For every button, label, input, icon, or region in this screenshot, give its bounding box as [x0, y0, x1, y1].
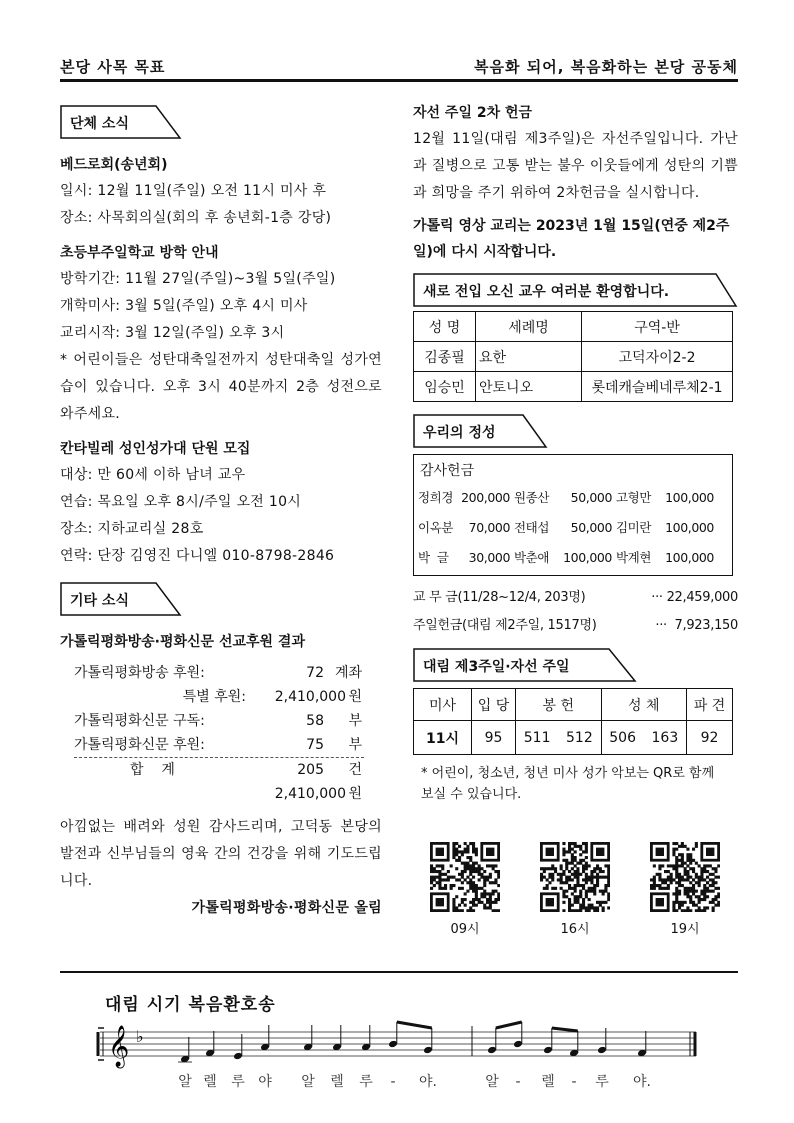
- col-header: 봉 헌: [516, 689, 602, 721]
- header-right: 복음화 되어, 복음화하는 본당 공동체: [474, 58, 738, 76]
- support-total-amount-row: [74, 782, 382, 806]
- donor-name: 이옥분: [418, 520, 454, 535]
- support-value: 72: [306, 665, 324, 681]
- qr-label: 19시: [670, 922, 700, 937]
- support-unit: 원: [348, 689, 362, 705]
- tag-label: 기타 소식: [70, 593, 129, 609]
- table-cell: 11시: [414, 721, 472, 755]
- support-label: 가톨릭평화신문 구독:: [74, 713, 205, 729]
- lyric-syllable: -: [571, 1074, 577, 1090]
- table-row: [414, 372, 733, 402]
- school-title: 초등부주일학교 방학 안내: [60, 245, 219, 261]
- treble-clef: 𝄞: [108, 1026, 130, 1067]
- col-header: 입 당: [472, 689, 516, 721]
- support-unit: 부: [348, 737, 362, 753]
- support-unit: 계좌: [334, 665, 362, 681]
- table-cell: 임승민: [414, 372, 476, 402]
- section-divider: [60, 971, 738, 973]
- table-cell: 511: [516, 721, 559, 755]
- support-unit: 부: [348, 713, 362, 729]
- advent-table: [413, 688, 733, 755]
- peter-title: 베드로회(송년회): [60, 157, 168, 173]
- qr-code-4pm[interactable]: [540, 842, 610, 912]
- right-column: [413, 100, 738, 805]
- table-cell: 김종필: [414, 342, 476, 372]
- table-row: [414, 721, 733, 755]
- donor-amount: 100,000: [665, 490, 714, 505]
- qr-code-7pm[interactable]: [650, 842, 720, 912]
- song-title: 대림 시기 복음환호송: [105, 995, 276, 1015]
- table-cell: 롯데캐슬베네루체2-1: [582, 372, 733, 402]
- col-header: 미사: [414, 689, 472, 721]
- table-cell: 92: [687, 721, 733, 755]
- note-beam: [397, 1022, 432, 1028]
- lyric-syllable: -: [390, 1074, 396, 1090]
- donor-name: 박춘애: [514, 550, 550, 565]
- school-line: 방학기간: 11월 27일(주일)~3월 5일(주일): [60, 271, 336, 287]
- school-line: 교리시작: 3월 12일(주일) 오후 3시: [60, 325, 285, 341]
- donor-amount: 70,000: [468, 520, 510, 535]
- qr-note: * 어린이, 청소년, 청년 미사 성가 악보는 QR로 함께 보실 수 있습니다.: [421, 766, 715, 802]
- choir-title: 칸타빌레 성인성가대 단원 모집: [60, 441, 251, 457]
- choir-line: 대상: 만 60세 이하 남녀 교우: [60, 467, 246, 483]
- lyric-syllable: -: [515, 1074, 521, 1090]
- donor-amount: 30,000: [468, 550, 510, 565]
- table-row: [414, 342, 733, 372]
- group-news-tag: [60, 105, 182, 139]
- table-cell: 고덕자이2-2: [582, 342, 733, 372]
- support-row: [74, 685, 382, 709]
- col-header: 파 견: [687, 689, 733, 721]
- offering-row: [418, 543, 728, 573]
- support-total-row: [74, 758, 382, 782]
- support-row: [74, 733, 364, 758]
- tithe-label: 교 무 금(11/28~12/4, 203명): [413, 590, 586, 605]
- support-label: 가톨릭평화신문 후원:: [74, 737, 205, 753]
- school-line: 개학미사: 3월 5일(주일) 오후 4시 미사: [60, 298, 308, 314]
- col-header: 성 명: [414, 312, 476, 342]
- choir-line: 연락: 단장 김영진 다니엘 010-8798-2846: [60, 548, 335, 564]
- table-cell: 163: [644, 721, 687, 755]
- offering-row: [418, 483, 728, 513]
- donor-amount: 100,000: [665, 550, 714, 565]
- support-thanks: 아낌없는 배려와 성원 감사드리며, 고덕동 본당의 발전과 신부님들의 영육 간의 건강을 위해 기도드립니다.: [60, 819, 382, 889]
- support-total-count: 205: [297, 762, 324, 778]
- tag-label: 우리의 정성: [423, 425, 496, 441]
- lyric-syllable: 알: [301, 1074, 315, 1090]
- qr-label: 09시: [450, 922, 480, 937]
- donor-amount: 100,000: [665, 520, 714, 535]
- support-total-amount: 2,410,000: [274, 786, 346, 802]
- support-title: 가톨릭평화방송·평화신문 선교후원 결과: [60, 634, 305, 650]
- table-cell: 95: [472, 721, 516, 755]
- support-total-count-unit: 건: [348, 762, 362, 778]
- table-header-row: [414, 312, 733, 342]
- music-score: [90, 1020, 710, 1100]
- newcomers-table: [413, 311, 733, 402]
- sunday-value: ··· 7,923,150: [655, 618, 738, 633]
- col-header: 구역-반: [582, 312, 733, 342]
- lyric-syllable: 루: [595, 1074, 609, 1090]
- donor-name: 박계현: [616, 550, 652, 565]
- donor-name: 정희경: [418, 490, 454, 505]
- support-value: 58: [306, 713, 324, 729]
- tag-label: 새로 전입 오신 교우 여러분 환영합니다.: [423, 284, 670, 300]
- lyric-syllable: 렐: [541, 1074, 555, 1090]
- lyric-syllable: 야.: [419, 1074, 437, 1090]
- donor-name: 고형만: [616, 490, 652, 505]
- lyric-syllable: 루: [231, 1074, 245, 1090]
- donor-amount: 50,000: [570, 520, 612, 535]
- donor-amount: 100,000: [563, 550, 612, 565]
- lyric-syllable: 알: [178, 1074, 192, 1090]
- donor-name: 원종산: [514, 490, 550, 505]
- donor-amount: 200,000: [461, 490, 510, 505]
- note-beam: [496, 1022, 522, 1028]
- choir-line: 연습: 목요일 오후 8시/주일 오전 10시: [60, 494, 302, 510]
- support-label: 가톨릭평화방송 후원:: [74, 665, 205, 681]
- video-notice: 가톨릭 영상 교리는 2023년 1월 15일(연중 제2주일)에 다시 시작합니다.: [413, 218, 730, 260]
- support-row: [74, 661, 382, 685]
- col-header: 성 체: [601, 689, 687, 721]
- qr-code-9am[interactable]: [430, 842, 500, 912]
- tithe-value: ··· 22,459,000: [651, 590, 738, 605]
- table-cell: 506: [601, 721, 644, 755]
- support-total-label: 합 계: [130, 762, 175, 778]
- newcomers-tag: [413, 273, 738, 307]
- col-header: 세례명: [476, 312, 582, 342]
- table-header-row: [414, 689, 733, 721]
- lyric-syllable: 렐: [203, 1074, 217, 1090]
- tag-label: 대림 제3주일·자선 주일: [423, 659, 570, 675]
- lyric-syllable: 렐: [330, 1074, 344, 1090]
- qr-label: 16시: [560, 922, 590, 937]
- support-total-amount-unit: 원: [348, 786, 362, 802]
- left-column: [60, 105, 382, 922]
- advent-tag: [413, 648, 638, 682]
- tithe-row: [413, 584, 738, 612]
- table-cell: 요한: [476, 342, 582, 372]
- sunday-row: [413, 612, 738, 640]
- school-note: * 어린이들은 성탄대축일전까지 성탄대축일 성가연습이 있습니다. 오후 3시 40분까지 2층 성전으로 와주세요.: [60, 352, 382, 422]
- lyric-syllable: 루: [359, 1074, 373, 1090]
- support-sign: 가톨릭평화방송·평화신문 올림: [191, 900, 382, 916]
- page-header: [60, 52, 738, 82]
- donor-name: 김미란: [616, 520, 652, 535]
- table-cell: 안토니오: [476, 372, 582, 402]
- tag-label: 단체 소식: [70, 116, 129, 132]
- offering-tag: [413, 414, 548, 448]
- support-value: 2,410,000: [274, 689, 346, 705]
- peter-place: 장소: 사목회의실(회의 후 송년회-1층 강당): [60, 210, 332, 226]
- note-beam: [552, 1028, 578, 1031]
- header-left: 본당 사목 목표: [60, 58, 166, 76]
- donor-amount: 50,000: [570, 490, 612, 505]
- offering-row: [418, 513, 728, 543]
- flat-key: ♭: [136, 1027, 144, 1046]
- support-value: 75: [306, 737, 324, 753]
- charity-body: 12월 11일(대림 제3주일)은 자선주일입니다. 가난과 질병으로 고통 받는 불우 이웃들에게 성탄의 기쁨과 희망을 주기 위하여 2차헌금을 실시합니다.: [413, 131, 738, 201]
- offering-grid: [418, 483, 728, 573]
- support-label: 특별 후원:: [182, 689, 246, 705]
- charity-title: 자선 주일 2차 헌금: [413, 105, 533, 121]
- donor-name: 박 글: [418, 550, 449, 565]
- offering-box: [413, 454, 733, 576]
- donor-name: 전태섭: [514, 520, 550, 535]
- support-results: [60, 661, 382, 806]
- peter-date: 일시: 12월 11일(주일) 오전 11시 미사 후: [60, 183, 327, 199]
- lyric-syllable: 야: [258, 1074, 272, 1090]
- other-news-tag: [60, 582, 182, 616]
- lyric-syllable: 야.: [633, 1074, 651, 1090]
- sunday-label: 주일헌금(대림 제2주일, 1517명): [413, 618, 597, 633]
- table-cell: 512: [558, 721, 601, 755]
- lyric-syllable: 알: [485, 1074, 499, 1090]
- support-row: [74, 709, 382, 733]
- choir-line: 장소: 지하교리실 28호: [60, 521, 204, 537]
- offering-box-title: 감사헌금: [420, 463, 475, 479]
